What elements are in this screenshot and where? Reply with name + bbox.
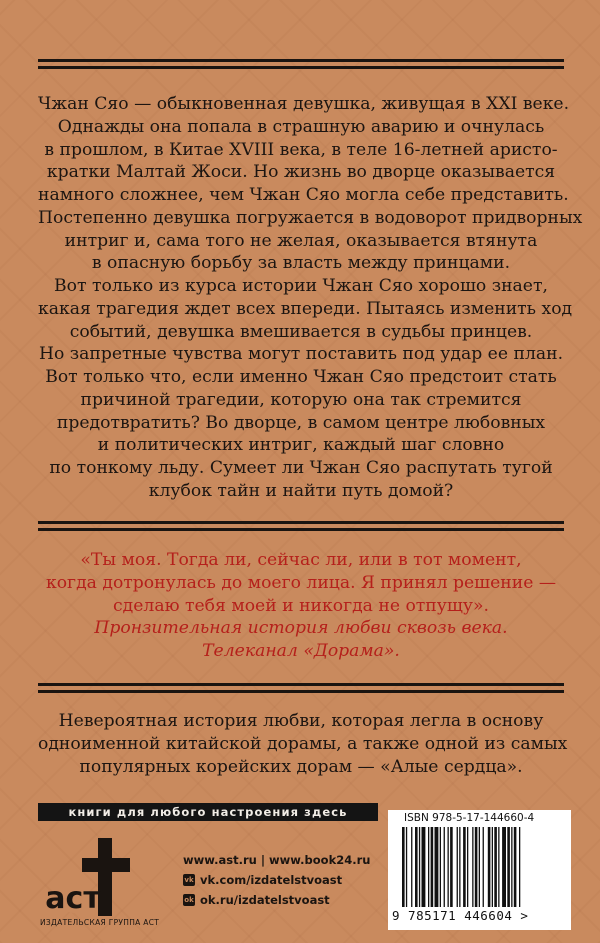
tagline-banner: книги для любого настроения здесь: [38, 803, 378, 821]
ok-icon: ok: [184, 896, 194, 904]
description-line: в опасную борьбу за власть между принцами.: [91, 253, 511, 274]
description-line: кратки Малтай Жоси. Но жизнь во дворце оказывается: [46, 162, 556, 183]
description-line: Однажды она попала в страшную аварию и очнулась: [57, 116, 545, 137]
review-text: Пронзительная история любви сквозь века.: [94, 618, 508, 639]
ok-link[interactable]: [183, 890, 370, 910]
description-line: событий, девушка вмешивается в судьбы принцев.: [69, 321, 533, 342]
vk-link[interactable]: [183, 870, 370, 890]
quote-line: когда дотронулась до моего лица. Я принял решение —: [45, 572, 557, 593]
description-line: клубок тайн и найти путь домой?: [148, 480, 454, 501]
description-line: в прошлом, в Китае XVIII века, в теле 16-летней аристо-: [44, 139, 558, 160]
vk-icon: vk: [184, 876, 194, 884]
vk-link-text: vk.com/izdatelstvoast: [200, 873, 343, 887]
description-line: причиной трагедии, которую она так стремится: [80, 389, 522, 410]
description-line: и политических интриг, каждый шаг словно: [97, 435, 505, 456]
barcode-digits: 9 785171 446604 >: [392, 908, 529, 923]
quote-line: сделаю тебя моей и никогда не отпущу».: [113, 595, 489, 616]
top-divider: [38, 59, 564, 69]
book-description: [38, 93, 583, 503]
review-source: Телеканал «Дорама».: [202, 641, 400, 661]
isbn-number: ISBN 978-5-17-144660-4: [404, 812, 535, 824]
description-line: Вот только что, если именно Чжан Сяо предстоит стать: [45, 367, 557, 387]
isbn-barcode: [388, 810, 571, 930]
lower-divider: [38, 683, 564, 693]
description-line: предотвратить? Во дворце, в самом центре любовных: [56, 412, 546, 433]
quote-line: «Ты моя. Тогда ли, сейчас ли, или в тот момент,: [80, 550, 522, 570]
description-line: по тонкому льду. Сумеет ли Чжан Сяо распутать тугой: [49, 458, 553, 478]
promo-text: [38, 710, 568, 778]
description-line: какая трагедия ждет всех впереди. Пытаясь изменить ход: [38, 298, 573, 319]
middle-divider: [38, 521, 564, 531]
description-line: намного сложнее, чем Чжан Сяо могла себе представить.: [38, 185, 569, 205]
description-line: Чжан Сяо — обыкновенная девушка, живущая в XXI веке.: [38, 94, 570, 114]
description-line: интриг и, сама того не желая, оказывается втянута: [64, 230, 538, 251]
description-line: Но запретные чувства могут поставить под удар ее план.: [38, 344, 564, 365]
publisher-links: [183, 850, 370, 910]
promo-line: популярных корейских дорам — «Алые сердца».: [79, 756, 523, 777]
publisher-logo: [45, 832, 144, 924]
website-links[interactable]: www.ast.ru | www.book24.ru: [183, 853, 371, 867]
quote-block: [38, 549, 564, 663]
publisher-name: ИЗДАТЕЛЬСКАЯ ГРУППА АСТ: [40, 918, 160, 927]
promo-line: одноименной китайской дорамы, а также одной из самых: [38, 733, 568, 754]
description-line: Постепенно девушка погружается в водоворот придворных: [38, 207, 583, 228]
promo-line: Невероятная история любви, которая легла в основу: [58, 711, 544, 731]
description-line: Вот только из курса истории Чжан Сяо хорошо знает,: [54, 276, 548, 296]
ok-link-text: ok.ru/izdatelstvoast: [200, 893, 330, 907]
logo-text: аст: [45, 881, 101, 916]
